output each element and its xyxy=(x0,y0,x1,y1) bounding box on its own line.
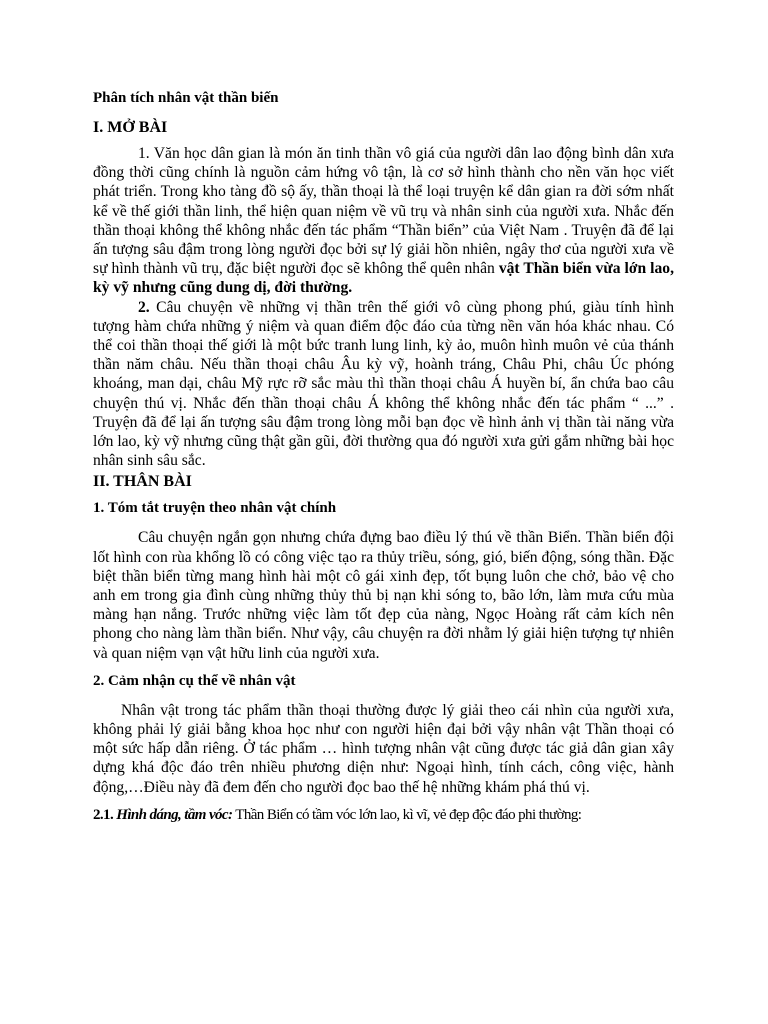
paragraph-intro-1-bold: vật Thần biển vừa lớn lao, kỳ vỹ nhưng cũng dung dị, đời thường. xyxy=(93,260,674,297)
paragraph-intro-2 xyxy=(93,298,674,471)
paragraph-intro-1 xyxy=(93,144,674,298)
paragraph-intro-2-text: Câu chuyện về những vị thần trên thế giới vô cùng phong phú, giàu tính hình tượng hàm chứa những ý niệm và quan điểm độc đáo của từng nền văn hóa khác nhau. Có thể coi thần thoại thế giới là một bức tranh lung linh, kỳ ảo, muôn hình muôn vẻ của thánh thần năm châu. Nếu thần thoại châu Âu kỳ vỹ, hoành tráng, Châu Phi, châu Úc phóng khoáng, man dại, châu Mỹ rực rỡ sắc màu thì thần thoại châu Á huyền bí, ẩn chứa bao câu chuyện thú vị. Nhắc đến thần thoại châu Á không thể không nhắc đến tác phẩm “ ...” . Truyện đã để lại ấn tượng sâu đậm trong lòng mỗi bạn đọc về hình ảnh vị thần tài năng vừa lớn lao, kỳ vỹ nhưng cũng thật gần gũi, đời thường qua đó người xưa gửi gắm những bài học nhân sinh sâu sắc. xyxy=(93,298,674,470)
subsection-hinh-dang xyxy=(93,805,674,825)
paragraph-analysis-text: Nhân vật trong tác phẩm thần thoại thường được lý giải theo cái nhìn của người xưa, không phải lý giải bằng khoa học như con người hiện đại bởi vậy nhân vật Thần thoại có một sức hấp dẫn riêng. Ở tác phẩm … hình tượng nhân vật cũng được tác giả dân gian xây dựng khá độc đáo trên nhiều phương diện như: Ngoại hình, tính cách, công việc, hành động,…Điều này đã đem đến cho người đọc bao thế hệ những khám phá thú vị. xyxy=(93,701,674,796)
section-heading-mo-bai: I. MỞ BÀI xyxy=(93,119,168,136)
paragraph-summary-text: Câu chuyện ngắn gọn nhưng chứa đựng bao điều lý thú về thần Biển. Thần biển đội lốt hình con rùa khổng lồ có công việc tạo ra thủy triều, sóng, gió, biến động, sóng thần. Đặc biệt thần biển từng mang hình hài một cô gái xinh đẹp, tốt bụng luôn che chở, bảo vệ cho anh em trong gia đình cùng những thủy thủ bị nạn khi sóng to, bão lớn, làm mưa cứu mùa màng hạn nắng. Trước những việc làm tốt đẹp của nàng, Ngọc Hoàng rất cảm kích nên phong cho nàng làm thần biển. Như vậy, câu chuyện ra đời nhằm lý giải hiện tượng tự nhiên và quan niệm vạn vật hữu linh của người xưa. xyxy=(93,529,674,662)
subheading-cam-nhan: 2. Cảm nhận cụ thể về nhân vật xyxy=(93,672,296,689)
paragraph-intro-2-number: 2. xyxy=(138,298,150,316)
section-heading-than-bai: II. THÂN BÀI xyxy=(93,473,192,491)
paragraph-analysis xyxy=(93,701,674,797)
subheading-tom-tat: 1. Tóm tắt truyện theo nhân vật chính xyxy=(93,500,337,517)
subsection-label: Hình dáng, tầm vóc: xyxy=(116,806,233,823)
paragraph-intro-1-text: 1. Văn học dân gian là món ăn tinh thần vô giá của người dân lao động bình dân xưa đồng thời cũng chính là nguồn cảm hứng vô tận, là cơ sở hình thành cho nền văn học viết phát triển. Trong kho tàng đồ sộ ấy, thần thoại là thể loại truyện kể dân gian ra đời sớm nhất kể về thế giới thần linh, thể hiện quan niệm về vũ trụ và nhân sinh của người xưa. Nhắc đến thần thoại không thể không nhắc đến tác phẩm “Thần biển” của Việt Nam . Truyện đã để lại ấn tượng sâu đậm trong lòng người đọc bởi sự lý giải hồn nhiên, ngây thơ của người xưa về sự hình thành vũ trụ, đặc biệt người đọc sẽ không thể quên nhân xyxy=(93,145,674,278)
document-page xyxy=(93,88,674,825)
subsection-number: 2.1. xyxy=(93,806,114,823)
document-title: Phân tích nhân vật thần biến xyxy=(93,90,279,106)
paragraph-summary xyxy=(93,528,674,662)
subsection-text: Thần Biển có tầm vóc lớn lao, kì vĩ, vẻ đẹp độc đáo phi thường: xyxy=(232,806,582,823)
